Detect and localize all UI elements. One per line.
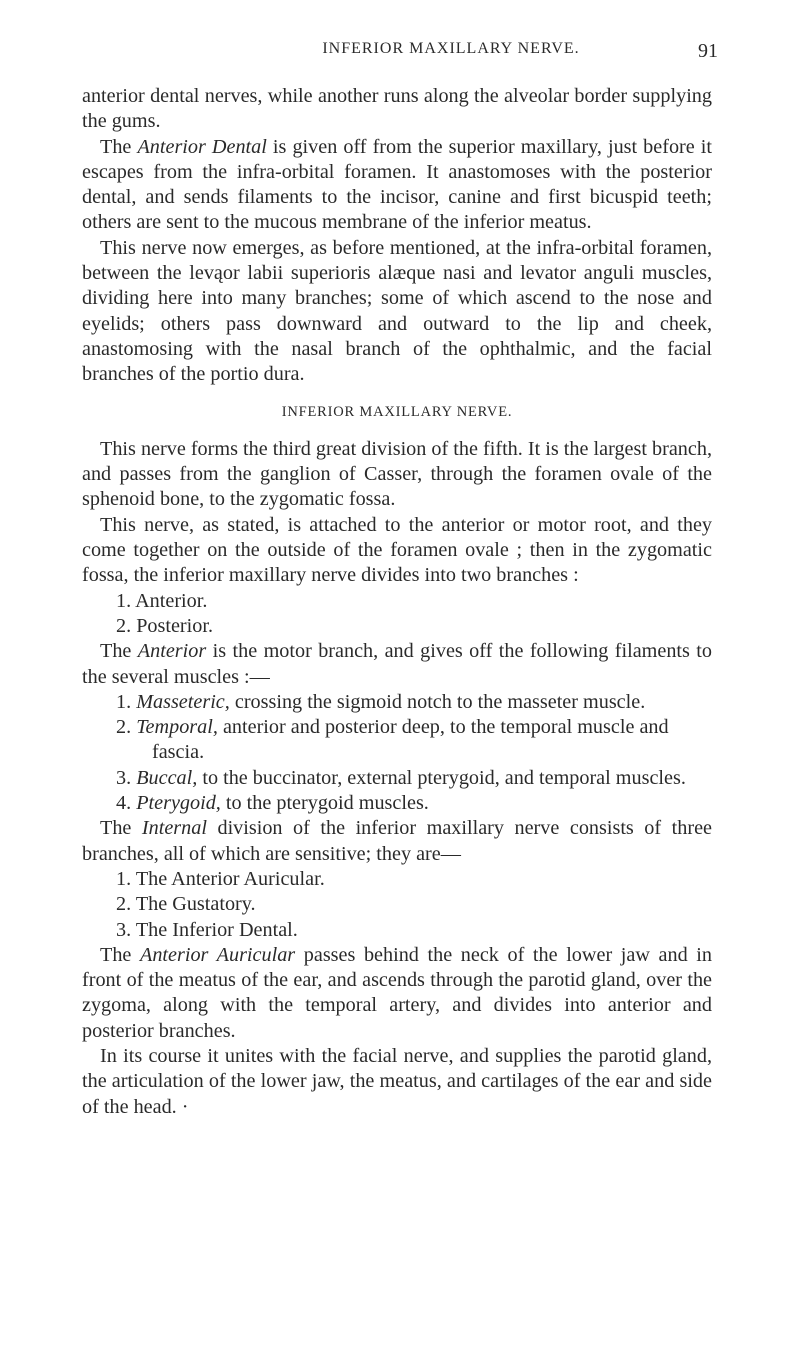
paragraph-nerve-emerges: This nerve now emerges, as before mentioned, at the infra-orbital foramen, between the levąor labii superioris alæque nasi and levator anguli muscles, dividing here into many branches; some of which ascend to the nose and eyelids; others pass downward and outward to the lip and cheek, anastomosing with the nasal branch of the ophthalmic, and the facial branches of the portio dura. bbox=[82, 236, 712, 386]
term-anterior-auricular: Anterior Auricular bbox=[140, 943, 296, 966]
list-item-division: 2. Posterior. bbox=[116, 614, 214, 637]
text-lead: The bbox=[100, 943, 140, 966]
list-item-sensory-branch: 1. The Anterior Auricular. bbox=[116, 867, 325, 890]
term-anterior-dental: Anterior Dental bbox=[137, 135, 267, 158]
term-temporal: Temporal, bbox=[136, 716, 218, 739]
list-item-sensory-branch: 3. The Inferior Dental. bbox=[116, 918, 298, 941]
paragraph-anterior-dental bbox=[82, 135, 712, 236]
running-title: INFERIOR MAXILLARY NERVE. bbox=[322, 40, 580, 57]
page-number: 91 bbox=[698, 40, 718, 62]
paragraph-anterior-auricular bbox=[82, 943, 712, 1044]
section-heading: INFERIOR MAXILLARY NERVE. bbox=[281, 403, 513, 420]
term-anterior: Anterior bbox=[137, 640, 207, 663]
text-rest: passes behind the neck of the lower jaw and in front of the meatus of the ear, and ascends through the parotid gland, over the zygoma, along with the temporal artery, and divides into anterior and posterior branches. bbox=[82, 943, 712, 1042]
item-text: anterior and posterior deep, to the temporal muscle and fascia. bbox=[152, 716, 669, 764]
term-masseteric: Masseteric, bbox=[136, 690, 230, 713]
item-text: to the pterygoid muscles. bbox=[220, 792, 429, 815]
list-item-sensory-branch: 2. The Gustatory. bbox=[116, 893, 256, 916]
paragraph-motor-root: This nerve, as stated, is attached to the anterior or motor root, and they come together on the outside of the foramen ovale ; then in the zygomatic fossa, the inferior maxillary nerve divides into two branches : bbox=[82, 513, 712, 587]
text-lead: The bbox=[100, 817, 142, 840]
text-rest: is given off from the superior maxillary, just before it escapes from the infra-orbital foramen. It anastomoses with the posterior dental, and sends filaments to the incisor, canine and first bicuspid teeth; others are sent to the mucous membrane of the inferior meatus. bbox=[82, 135, 713, 234]
item-number: 3. bbox=[116, 766, 137, 789]
item-text: crossing the sigmoid notch to the masseter muscle. bbox=[229, 690, 646, 713]
list-item-motor-branch bbox=[82, 766, 712, 791]
running-header bbox=[184, 40, 718, 62]
paragraph-continued: anterior dental nerves, while another runs along the alveolar border supplying the gums. bbox=[82, 85, 712, 133]
text-lead: The bbox=[100, 640, 138, 663]
term-pterygoid: Pterygoid, bbox=[136, 792, 221, 815]
item-number: 1. bbox=[116, 690, 137, 713]
list-item-motor-branch bbox=[82, 715, 712, 766]
page-body bbox=[82, 84, 712, 1120]
paragraph-internal-division bbox=[82, 816, 712, 867]
term-buccal: Buccal, bbox=[136, 766, 198, 789]
paragraph-anterior-motor bbox=[82, 639, 712, 690]
paragraph-course: In its course it unites with the facial nerve, and supplies the parotid gland, the articulation of the lower jaw, the meatus, and cartilages of the ear and side of the head. · bbox=[82, 1044, 712, 1118]
item-text: to the buccinator, external pterygoid, and temporal muscles. bbox=[197, 766, 686, 789]
list-item-division: 1. Anterior. bbox=[116, 589, 208, 612]
text-rest: division of the inferior maxillary nerve consists of three branches, all of which are sensitive; they are— bbox=[82, 817, 712, 865]
list-item-motor-branch bbox=[82, 690, 712, 715]
item-number: 2. bbox=[116, 716, 137, 739]
paragraph-third-division: This nerve forms the third great division of the fifth. It is the largest branch, and passes from the ganglion of Casser, through the foramen ovale of the sphenoid bone, to the zygomatic fossa. bbox=[82, 437, 712, 511]
term-internal: Internal bbox=[141, 817, 207, 840]
text-lead: The bbox=[100, 135, 138, 158]
list-item-motor-branch bbox=[82, 791, 712, 816]
item-number: 4. bbox=[116, 792, 137, 815]
text-rest: is the motor branch, and gives off the following filaments to the several muscles :— bbox=[82, 640, 712, 688]
